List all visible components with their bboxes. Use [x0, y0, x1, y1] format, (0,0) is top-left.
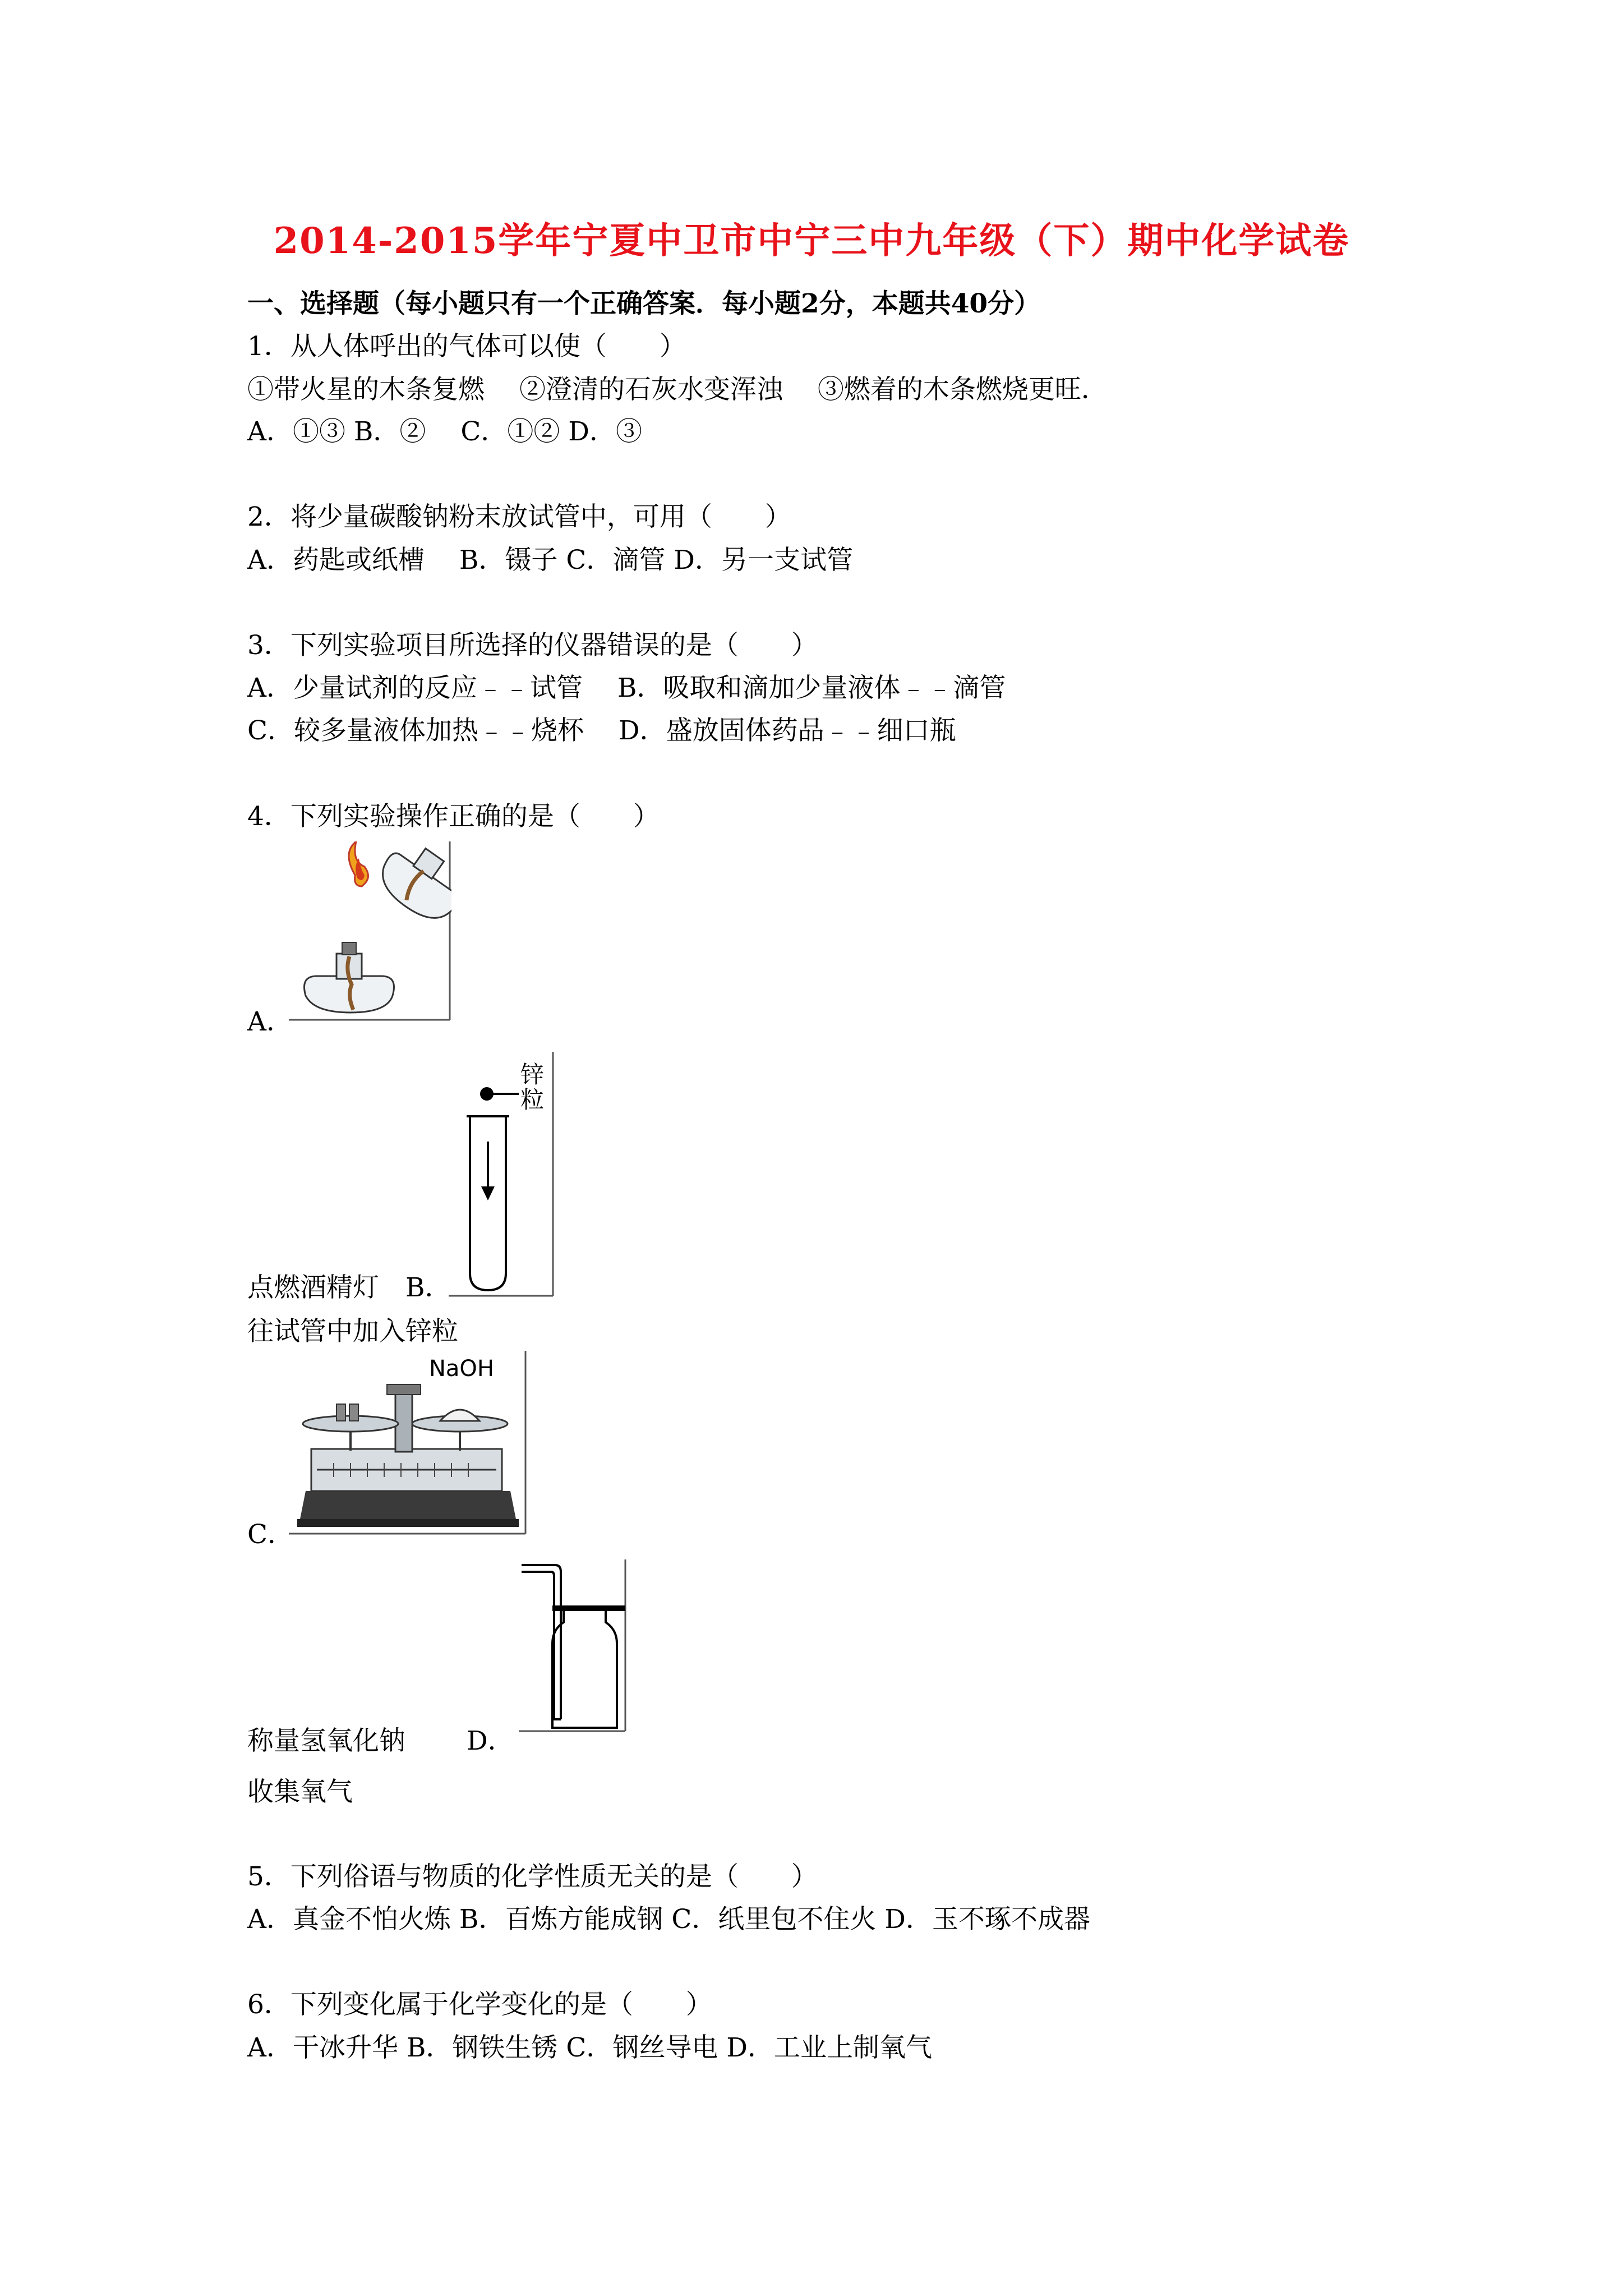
page-title: 2014-2015学年宁夏中卫市中宁三中九年级（下）期中化学试卷	[273, 220, 1350, 262]
q3-options-line2: C．较多量液体加热﹣﹣烧杯 D．盛放固体药品﹣﹣细口瓶	[247, 715, 956, 746]
q6-stem: 6．下列变化属于化学变化的是（ ）	[247, 1989, 712, 2020]
zinc-label-2: 粒	[520, 1086, 545, 1114]
q4-a-caption-b-marker: 点燃酒精灯 B．	[247, 1272, 451, 1303]
q4-a-marker: A．	[247, 1006, 293, 1037]
q2-options: A．药匙或纸槽 B．镊子 C．滴管 D．另一支试管	[247, 545, 853, 576]
q4-b-caption: 往试管中加入锌粒	[247, 1316, 458, 1347]
q4-c-marker: C．	[247, 1519, 294, 1550]
q3-stem: 3．下列实验项目所选择的仪器错误的是（ ）	[247, 630, 818, 661]
naoh-label: NaOH	[429, 1356, 494, 1382]
section-heading: 一、选择题（每小题只有一个正确答案．每小题2分，本题共40分）	[247, 288, 1041, 319]
test-tube-zinc-figure	[449, 1052, 555, 1299]
alcohol-lamp-figure	[289, 841, 451, 1021]
q6-options: A．干冰升华 B．钢铁生锈 C．钢丝导电 D．工业上制氧气	[247, 2032, 932, 2063]
q1-stem: 1．从人体呼出的气体可以使（ ）	[247, 331, 686, 362]
q4-c-caption-d-marker: 称量氢氧化钠 D．	[247, 1726, 514, 1756]
q2-stem: 2．将少量碳酸钠粉末放试管中，可用（ ）	[247, 501, 791, 532]
zinc-label-1: 锌	[520, 1061, 545, 1088]
q4-stem: 4．下列实验操作正确的是（ ）	[247, 801, 660, 832]
q3-options-line1: A．少量试剂的反应﹣﹣试管 B．吸取和滴加少量液体﹣﹣滴管	[247, 673, 1006, 703]
q1-items: ①带火星的木条复燃 ②澄清的石灰水变浑浊 ③燃着的木条燃烧更旺．	[247, 374, 1108, 405]
q1-options: A．①③ B．② C．①② D．③	[247, 416, 642, 447]
balance-naoh-figure	[289, 1351, 527, 1536]
q5-options: A．真金不怕火炼 B．百炼方能成钢 C．纸里包不住火 D．玉不琢不成器	[247, 1904, 1090, 1935]
gas-bottle-figure	[519, 1559, 628, 1733]
q5-stem: 5．下列俗语与物质的化学性质无关的是（ ）	[247, 1861, 818, 1892]
q4-d-caption: 收集氧气	[247, 1777, 353, 1807]
